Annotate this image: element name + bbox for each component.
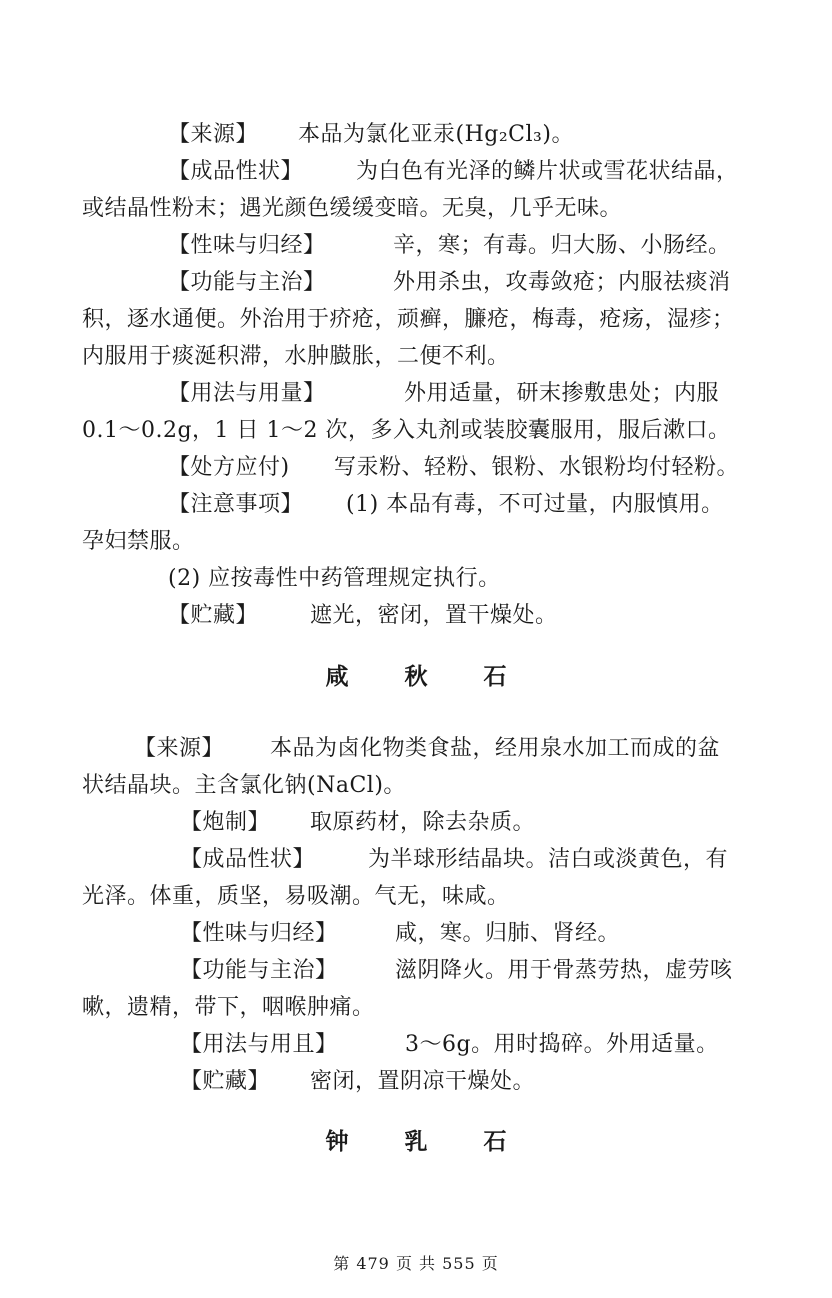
field-text: 外用杀虫，攻毒敛疮；内服祛痰消 (393, 270, 731, 295)
field-text: 遮光，密闭，置干燥处。 (310, 603, 558, 628)
section-title-xianqiushi (0, 662, 832, 692)
field-label: 【用法与用且】 (180, 1032, 338, 1057)
field-text: 写汞粉、轻粉、银粉、水银粉均付轻粉。 (334, 455, 740, 480)
field-text: 嗽，遗精，带下，咽喉肿痛。 (82, 995, 375, 1020)
field-label: 【成品性状】 (180, 847, 316, 872)
section-title-zhongrushi (0, 1127, 832, 1157)
paragraph-line (82, 194, 622, 224)
field-text: 积，逐水通便。外治用于疥疮，顽癣，臁疮，梅毒，疮疡，湿疹； (82, 307, 735, 332)
title-char: 乳 (404, 1128, 428, 1155)
paragraph-line (82, 305, 735, 335)
title-char: 石 (483, 663, 507, 690)
field-text: 光泽。体重，质坚，易吸潮。气无，味咸。 (82, 884, 510, 909)
paragraph-line (168, 453, 739, 483)
field-text: 3～6g。用时捣碎。外用适量。 (405, 1032, 719, 1057)
paragraph-line (134, 734, 720, 764)
field-text: 辛，寒；有毒。归大肠、小肠经。 (393, 233, 731, 258)
field-label: 【性味与归经】 (180, 921, 338, 946)
field-label: 【功能与主治】 (180, 958, 338, 983)
paragraph-line (168, 231, 731, 261)
field-label: 【炮制】 (180, 810, 271, 835)
paragraph-line (180, 845, 728, 875)
field-label: 【处方应付) (168, 455, 290, 480)
field-text: 取原药材，除去杂质。 (310, 810, 536, 835)
field-text: 状结晶块。主含氯化钠(NaCl)。 (82, 773, 406, 798)
field-label: 【用法与用量】 (168, 381, 326, 406)
title-char: 石 (483, 1128, 507, 1155)
paragraph-line (180, 956, 733, 986)
field-text: 或结晶性粉末；遇光颜色缓缓变暗。无臭，几乎无味。 (82, 196, 623, 221)
field-text: 本品为氯化亚汞(Hg₂Cl₃)。 (298, 122, 574, 147)
field-text: 孕妇禁服。 (82, 529, 195, 554)
paragraph-line (82, 882, 510, 912)
paragraph-line (168, 120, 574, 150)
field-text: 外用适量，研末掺敷患处；内服 (404, 381, 720, 406)
field-text: 密闭，置阴凉干燥处。 (310, 1069, 536, 1094)
field-label: 【贮藏】 (168, 603, 259, 628)
paragraph-line (168, 564, 501, 594)
field-text: 为半球形结晶块。洁白或淡黄色，有 (368, 847, 729, 872)
paragraph-line (180, 808, 535, 838)
field-text: 咸，寒。归肺、肾经。 (395, 921, 621, 946)
field-text: 滋阴降火。用于骨蒸劳热，虚劳咳 (395, 958, 733, 983)
field-text: (1) 本品有毒，不可过量，内服慎用。 (346, 492, 724, 517)
field-label: 【来源】 (168, 122, 259, 147)
paragraph-line (168, 268, 731, 298)
field-label: 【功能与主治】 (168, 270, 326, 295)
title-char: 秋 (404, 663, 428, 690)
paragraph-line (180, 919, 620, 949)
paragraph-line (168, 490, 724, 520)
paragraph-line (168, 379, 719, 409)
title-char: 钟 (325, 1128, 349, 1155)
paragraph-line (82, 416, 731, 446)
field-text: 本品为卤化物类食盐，经用泉水加工而成的盆 (270, 736, 721, 761)
field-label: 【来源】 (134, 736, 225, 761)
paragraph-line (168, 601, 558, 631)
paragraph-line (180, 1067, 535, 1097)
field-text: 内服用于痰涎积滞，水肿臌胀，二便不利。 (82, 344, 510, 369)
paragraph-line (82, 993, 375, 1023)
field-label: 【成品性状】 (168, 159, 304, 184)
paragraph-line (168, 157, 739, 187)
field-text: 0.1～0.2g，1 日 1～2 次，多入丸剂或装胶囊服用，服后漱口。 (82, 418, 731, 443)
title-char: 咸 (325, 663, 349, 690)
field-label: 【性味与归经】 (168, 233, 326, 258)
paragraph-line (82, 527, 195, 557)
field-text: (2) 应按毒性中药管理规定执行。 (168, 566, 501, 591)
page-number-footer: 第 479 页 共 555 页 (333, 1254, 499, 1273)
paragraph-line (180, 1030, 719, 1060)
field-label: 【贮藏】 (180, 1069, 271, 1094)
field-text: 为白色有光泽的鳞片状或雪花状结晶， (356, 159, 739, 184)
paragraph-line (82, 342, 510, 372)
field-label: 【注意事项】 (168, 492, 304, 517)
paragraph-line (82, 771, 406, 801)
